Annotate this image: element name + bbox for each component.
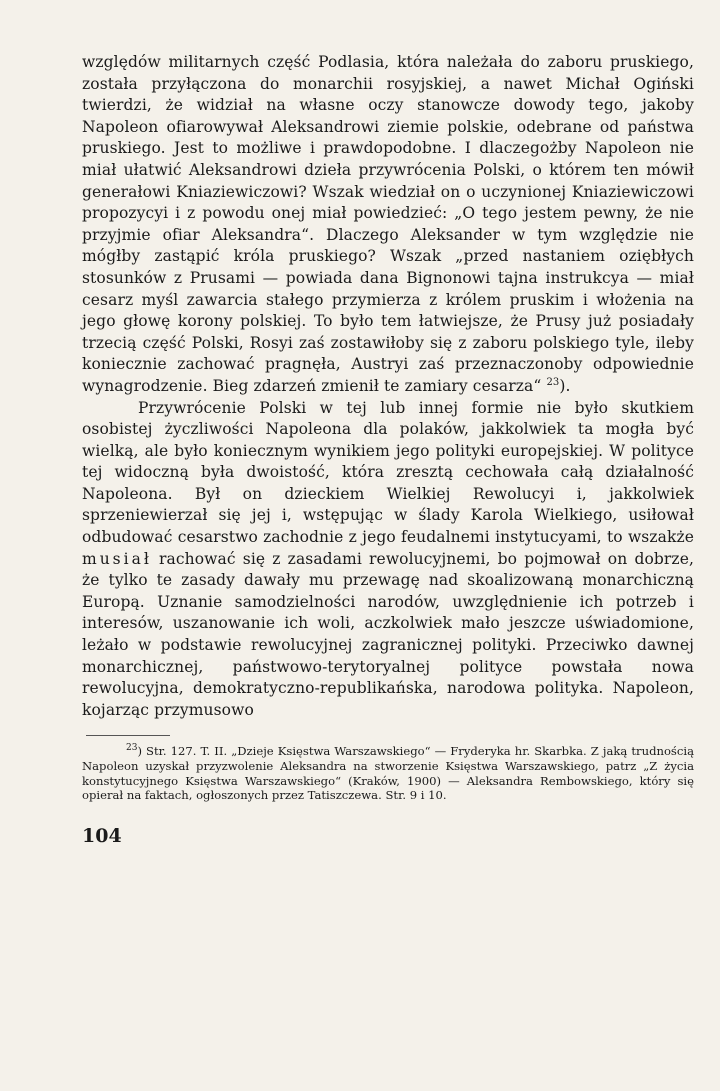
- paragraph-1: [82, 52, 694, 398]
- footnote-number: 23: [126, 743, 138, 754]
- paragraph-1-text: względów militarnych część Podlasia, która należała do zaboru pruskiego, została przyłączona do monarchii rosyjskiej, a nawet Michał Ogiński twierdzi, że widział na własne oczy stanowcze dowody tego, jakoby Napoleon ofiarowywał Aleksandrowi ziemie polskie, odebrane od państwa pruskiego. Jest to możliwe i prawdopodobne. I dlaczegożby Napoleon nie miał ułatwić Aleksandrowi dzieła przywrócenia Polski, o którem ten mówił generałowi Kniaziewiczowi? Wszak wiedział on o uczynionej Kniaziewiczowi propozycyi i z powodu onej miał powiedzieć: „O tego jestem pewny, że nie przyjmie ofiar Aleksandra“. Dlaczego Aleksander w tym względzie nie mógłby zastąpić króla pruskiego? Wszak „przed nastaniem oziębłych stosunków z Prusami — powiada dana Bignonowi tajna instrukcya — miał cesarz myśl zawarcia stałego przymierza z królem pruskim i włożenia na jego głowę korony polskiej. To było tem łatwiejsze, że Prusy już posiadały trzecią część Polski, Rosyi zaś zostawiłoby się z zaboru polskiego tyle, ileby koniecznie zachować pragnęła, Austryi zaś przeznaczonoby odpowiednie wynagrodzenie. Bieg zdarzeń zmienił te zamiary cesarza“: [82, 53, 694, 395]
- page-number: 104: [82, 824, 122, 847]
- paragraph-2-text-a: Przywrócenie Polski w tej lub innej formie nie było skutkiem osobistej życzliwości Napoleona dla polaków, jakkolwiek ta mogła być wielką, ale było koniecznym wynikiem jego polityki europejskiej. W polityce tej widoczną była dwoistość, która zresztą cechowała całą działalność Napoleona. Był on dzieckiem Wielkiej Rewolucyi i, jakkolwiek sprzeniewierzał się jej i, wstępując w ślady Karola Wielkiego, usiłował odbudować cesarstwo zachodnie z jego feudalnemi instytucyami, to wszakże: [82, 398, 694, 547]
- paragraph-2-text-b: rachować się z zasadami rewolucyjnemi, bo pojmował on dobrze, że tylko te zasady dawały mu przewagę nad skoalizowaną monarchiczną Europą. Uznanie samodzielności narodów, uwzględnienie ich potrzeb i interesów, uszanowanie ich woli, aczkolwiek mało jeszcze uświadomione, leżało w podstawie rewolucyjnej zagranicznej polityki. Przeciwko dawnej monarchicznej, państwowo-terytoryalnej polityce powstała nowa rewolucyjna, demokratyczno-republikańska, narodowa polityka. Napoleon, kojarząc przymusowo: [82, 549, 695, 719]
- main-text: [82, 52, 694, 721]
- footnote-text: ) Str. 127. T. II. „Dzieje Księstwa Warszawskiego“ — Fryderyka hr. Skarbka. Z jaką trudnością Napoleon uzyskał przyzwolenie Aleksandra na stworzenie Księstwa Warszawskiego, patrz „Z życia konstytucyjnego Księstwa Warszawskiego“ (Kraków, 1900) — Aleksandra Rembowskiego, który się opierał na faktach, ogłoszonych przez Tatiszczewa. Str. 9 i 10.: [82, 744, 694, 803]
- emphasized-word: musiał: [82, 549, 152, 568]
- paragraph-2: [82, 398, 694, 722]
- book-page: [82, 52, 694, 847]
- footnote-reference: 23: [546, 376, 560, 388]
- paragraph-1-end: ).: [559, 376, 571, 395]
- footnote-divider: [86, 735, 170, 736]
- footnote: [82, 744, 694, 802]
